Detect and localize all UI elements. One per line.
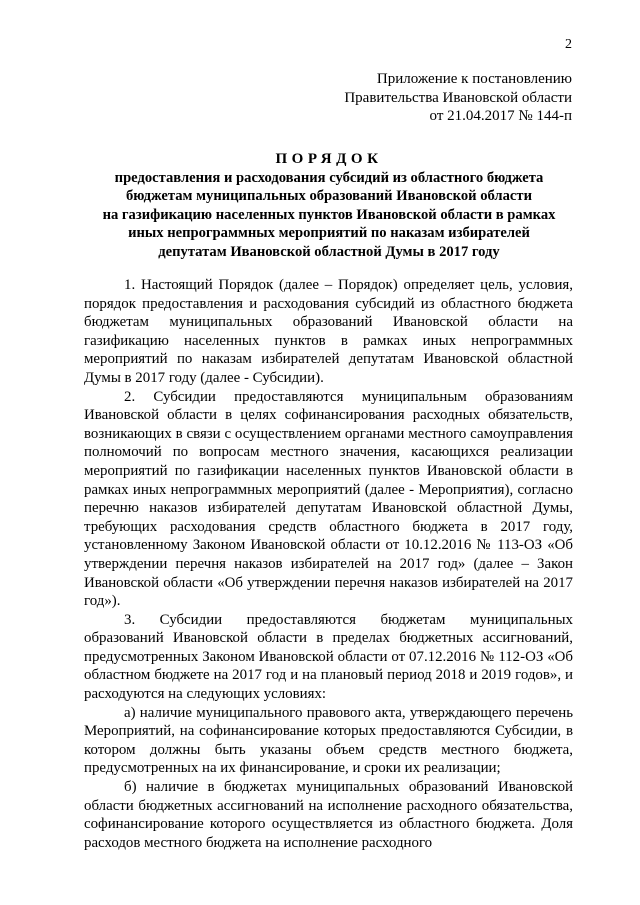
paragraph-3b: б) наличие в бюджетах муниципальных образований Ивановской области бюджетных ассигнований на исполнение расходного обязательства, софинансирование которого осуществляется из областного бюджета. Доля расходов местного бюджета на исполнение расходного bbox=[84, 779, 573, 851]
title-line: предоставления и расходования субсидий из областного бюджета bbox=[114, 169, 544, 186]
document-title bbox=[85, 150, 573, 261]
title-main: ПОРЯДОК bbox=[275, 151, 383, 167]
page-number: 2 bbox=[565, 37, 572, 52]
appendix-line-2: Правительства Ивановской области bbox=[344, 89, 572, 106]
appendix-line-1: Приложение к постановлению bbox=[376, 71, 572, 87]
paragraph-2: 2. Субсидии предоставляются муниципальным образованиям Ивановской области в целях софинансирования расходных обязательств, возникающих в связи с осуществлением органами местного самоуправления полномочий по вопросам местного значения, касающихся реализации мероприятий по газификации населенных пунктов Ивановской области в рамках иных непрограммных мероприятий (далее - Мероприятия), согласно перечню наказов избирателей депутатам Ивановской областной Думы, требующих расходования средств областного бюджета в 2017 году, установленному Законом Ивановской области от 10.12.2016 № 113-ОЗ «Об утверждении перечня наказов избирателей на 2017 год» (далее – Закон Ивановской области «Об утверждении перечня наказов избирателей на 2017 год»). bbox=[84, 388, 573, 610]
paragraph-1: 1. Настоящий Порядок (далее – Порядок) определяет цель, условия, порядок предоставления и расходования субсидий из областного бюджета бюджетам муниципальных образований Ивановской области на газификацию населенных пунктов в рамках иных непрограммных мероприятий по наказам избирателей депутатам Ивановской областной Думы в 2017 году (далее - Субсидии). bbox=[84, 277, 573, 386]
document-body bbox=[84, 276, 573, 852]
title-line: на газификацию населенных пунктов Ивановской области в рамках bbox=[102, 206, 556, 223]
title-line: бюджетам муниципальных образований Ивановской области bbox=[126, 188, 532, 204]
appendix-header bbox=[344, 70, 572, 126]
paragraph-3a: а) наличие муниципального правового акта, утверждающего перечень Мероприятий, на софинансирование которых предоставляются Субсидии, в котором должны быть указаны объем средств местного бюджета, предусмотренных на их финансирование, и сроки их реализации; bbox=[84, 704, 573, 777]
title-line: депутатам Ивановской областной Думы в 2017 году bbox=[158, 243, 500, 260]
title-line: иных непрограммных мероприятий по наказам избирателей bbox=[128, 225, 530, 241]
appendix-line-3: от 21.04.2017 № 144-п bbox=[429, 108, 572, 124]
paragraph-3: 3. Субсидии предоставляются бюджетам муниципальных образований Ивановской области в пределах бюджетных ассигнований, предусмотренных Законом Ивановской области от 07.12.2016 № 112-ОЗ «Об областном бюджете на 2017 год и на плановый период 2018 и 2019 годов», и расходуются на следующих условиях: bbox=[84, 611, 573, 703]
